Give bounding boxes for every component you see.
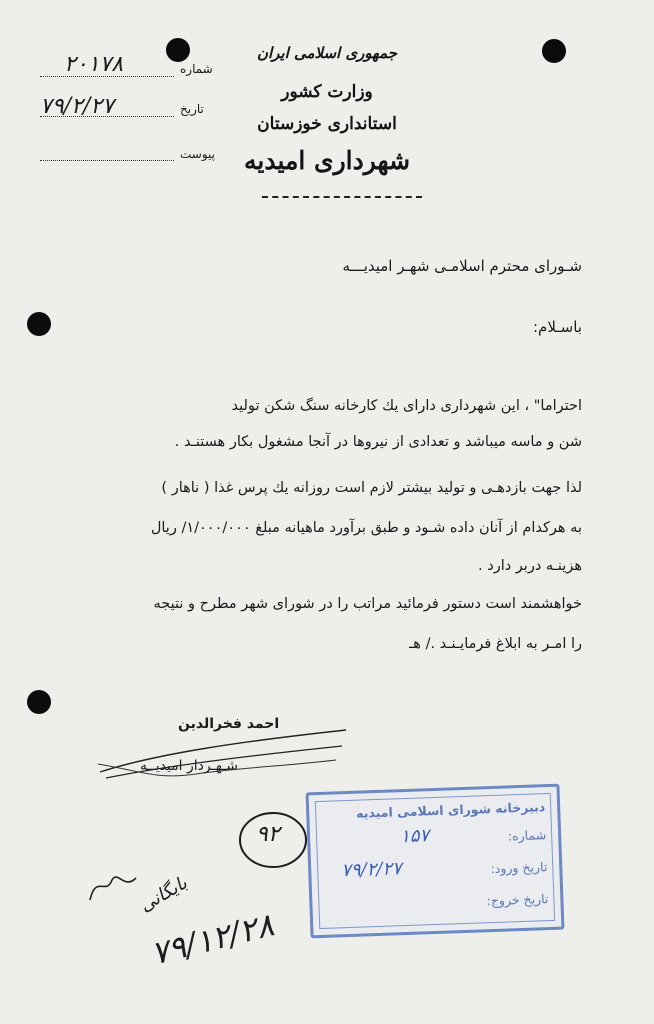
- signer-name: احمد فخرالدین: [178, 716, 280, 732]
- header-underline: [262, 196, 422, 198]
- punch-hole-bottom: [27, 690, 51, 714]
- handwritten-scribble: [84, 866, 154, 916]
- body-line-2: شن و ماسه میباشد و تعدادی از نیروها در آنجا مشغول بكار هستنـد .: [174, 434, 582, 450]
- number-value: ۲۰۱۷۸: [64, 52, 124, 77]
- body-line-4: به هركدام از آنان داده شـود و طبق برآورد ماهیانه مبلغ ۱/۰۰۰/۰۰۰/ ریال: [150, 520, 582, 536]
- punch-hole-middle: [27, 312, 51, 336]
- date-value: ۷۹/۲/۲۷: [40, 94, 114, 119]
- signature-scribble: [96, 724, 356, 794]
- body-line-6: خواهشمند است دستور فرمائید مراتب را در شورای شهر مطرح و نتیجه: [153, 596, 582, 612]
- header-province: استانداری خوزستان: [257, 114, 397, 134]
- stamp-entry-value: ۷۹/۲/۲۷: [340, 858, 403, 882]
- body-line-1: احتراما" ، این شهرداری دارای یك كارخانه سنگ شكن تولید: [231, 398, 582, 414]
- stamp-number-label: شماره:: [507, 827, 547, 844]
- header-municipality: شهرداری امیدیه: [243, 146, 411, 175]
- attachment-label: پیوست: [180, 147, 215, 161]
- stamp-exit-label: تاریخ خروج:: [486, 891, 549, 909]
- header-republic: جمهوری اسلامی ایران: [256, 44, 398, 62]
- secretariat-stamp: [306, 784, 565, 939]
- body-line-7: را امـر به ابلاغ فرمایـنـد ./ هـ: [409, 636, 582, 652]
- body-line-3: لذا جهت بازدهـی و تولید بیشتر لازم است روزانه یك پرس غذا ( ناهار ): [161, 480, 582, 496]
- stamp-entry-label: تاریخ ورود:: [490, 859, 548, 877]
- recipient: شـورای محترم اسلامـی شهـر امیدیـــه: [342, 257, 582, 275]
- handwritten-date: ۷۹/۱۲/۲۸: [147, 905, 278, 973]
- signer-title: شـهـردار امیدیــه: [140, 758, 239, 774]
- stamp-number-value: ۱۵۷: [399, 825, 430, 848]
- header-ministry: وزارت کشور: [281, 82, 373, 102]
- number-label: شماره: [180, 62, 213, 76]
- attachment-dots: [40, 160, 174, 161]
- body-line-5: هزینـه دربر دارد .: [478, 558, 582, 574]
- stamp-title: دبیرخانه شورای اسلامی امیدیه: [355, 799, 546, 821]
- salutation: باسـلام:: [533, 318, 582, 336]
- handwritten-note: بایگانی: [136, 872, 191, 917]
- circled-number: ۹۲: [256, 822, 280, 847]
- date-label: تاریخ: [180, 102, 204, 116]
